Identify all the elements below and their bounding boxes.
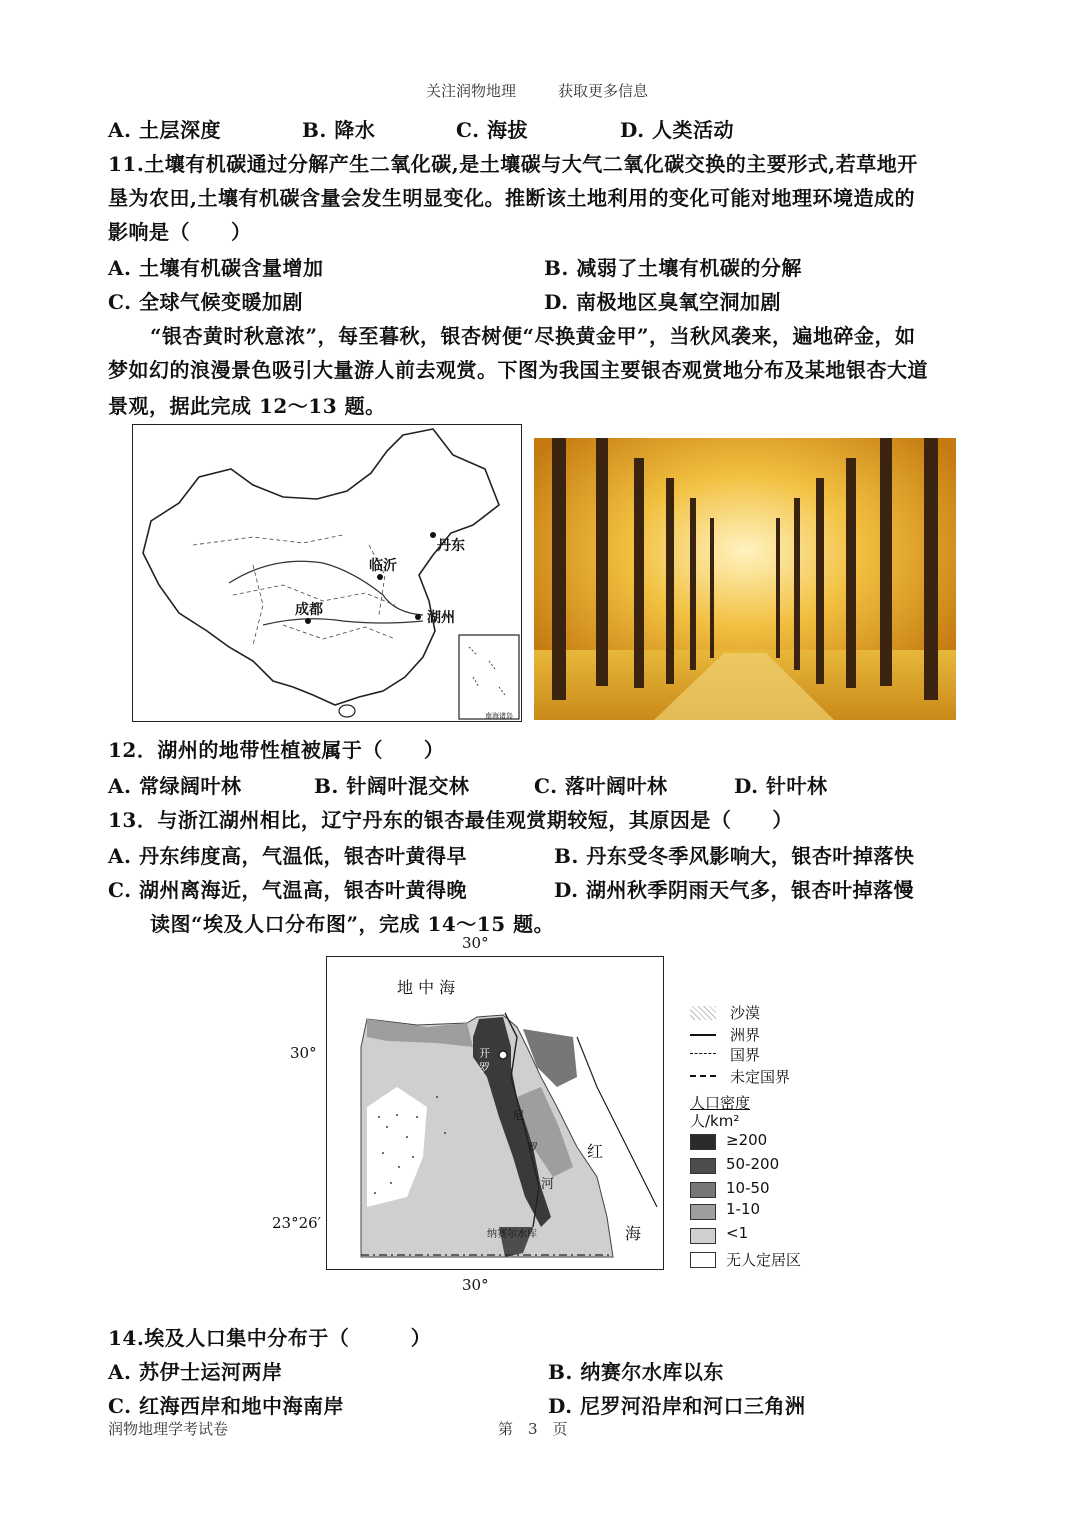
q11-stem-line2: 垦为农田,土壤有机碳含量会发生明显变化。推断该土地利用的变化可能对地理环境造成的: [108, 186, 915, 210]
q13-option-c: C. 湖州离海近，气温高，银杏叶黄得晚: [108, 878, 467, 902]
egypt-map: [326, 956, 664, 1270]
passage-line2: 梦如幻的浪漫景色吸引大量游人前去观赏。下图为我国主要银杏观赏地分布及某地银杏大道: [108, 358, 928, 382]
passage-line1: “银杏黄时秋意浓”，每至暮秋，银杏树便“尽换黄金甲”，当秋风袭来，遍地碎金，如: [150, 324, 916, 348]
q10-option-a: A. 土层深度: [108, 118, 221, 142]
legend-border-swatch: [690, 1053, 716, 1054]
legend-d4: 1-10: [726, 1200, 761, 1218]
egypt-label-nasser: 纳赛尔水库: [487, 1229, 537, 1240]
map-inset-label: 南海诸岛: [485, 712, 513, 720]
egypt-lat-30: 30°: [290, 1044, 317, 1062]
legend-border: 国界: [730, 1046, 761, 1064]
ginkgo-avenue-drawing: [534, 438, 956, 720]
egypt-lon-top: 30°: [462, 934, 489, 952]
q14-option-a: A. 苏伊士运河两岸: [108, 1360, 283, 1384]
egypt-label-nile-3: 河: [541, 1177, 555, 1192]
q12-option-a: A. 常绿阔叶林: [108, 774, 242, 798]
egypt-label-red-sea-2: 海: [625, 1224, 642, 1243]
legend-desert-swatch: [690, 1006, 716, 1020]
q12-option-c: C. 落叶阔叶林: [534, 774, 668, 798]
q10-option-d: D. 人类活动: [620, 118, 735, 142]
q14-option-b: B. 纳赛尔水库以东: [548, 1360, 724, 1384]
legend-d6: 无人定居区: [726, 1251, 802, 1269]
legend-d5: <1: [726, 1224, 749, 1242]
legend-undetermined-swatch: [690, 1075, 716, 1077]
q11-option-c: C. 全球气候变暖加剧: [108, 290, 303, 314]
legend-d3-swatch: [690, 1182, 716, 1198]
q12-option-b: B. 针阔叶混交林: [314, 774, 470, 798]
egypt-label-cairo-1: 开: [479, 1047, 490, 1060]
q11-stem-line3: 影响是（ ）: [108, 220, 252, 244]
q14-option-d: D. 尼罗河沿岸和河口三角洲: [548, 1394, 806, 1418]
header-left: 关注润物地理: [426, 82, 517, 100]
map-label-huzhou: 湖州: [427, 610, 455, 626]
q11-option-d: D. 南极地区臭氧空洞加剧: [544, 290, 782, 314]
footer-page: 第 3 页: [498, 1420, 568, 1438]
legend-d5-swatch: [690, 1228, 716, 1244]
q11-stem-line1: 11.土壤有机碳通过分解产生二氧化碳,是土壤碳与大气二氧化碳交换的主要形式,若草地开: [108, 152, 918, 176]
legend-continent-swatch: [690, 1034, 716, 1036]
legend-density-unit: 人/km²: [690, 1112, 740, 1130]
map-label-dandong: 丹东: [437, 538, 465, 554]
q13-option-a: A. 丹东纬度高，气温低，银杏叶黄得早: [108, 844, 467, 868]
q13-option-b: B. 丹东受冬季风影响大，银杏叶掉落快: [554, 844, 915, 868]
egypt-label-nile-1: 尼: [513, 1109, 524, 1122]
legend-undetermined: 未定国界: [730, 1068, 791, 1086]
china-map-drawing: [133, 425, 521, 721]
q12-option-d: D. 针叶林: [734, 774, 828, 798]
legend-d1: ≥200: [726, 1131, 768, 1149]
ginkgo-avenue-photo: [534, 438, 956, 720]
q14-option-c: C. 红海西岸和地中海南岸: [108, 1394, 344, 1418]
china-map: [132, 424, 522, 722]
legend-d1-swatch: [690, 1134, 716, 1150]
intro-14-15: 读图“埃及人口分布图”，完成 14～15 题。: [150, 912, 555, 936]
legend-d2-swatch: [690, 1158, 716, 1174]
legend-d3: 10-50: [726, 1179, 770, 1197]
q10-option-c: C. 海拔: [456, 118, 528, 142]
q10-option-b: B. 降水: [302, 118, 376, 142]
map-label-chengdu: 成都: [295, 602, 323, 618]
q13-option-d: D. 湖州秋季阴雨天气多，银杏叶掉落慢: [554, 878, 915, 902]
q11-option-a: A. 土壤有机碳含量增加: [108, 256, 324, 280]
passage-line3: 景观，据此完成 12～13 题。: [108, 394, 386, 418]
legend-continent: 洲界: [730, 1026, 761, 1044]
egypt-label-nile-2: 罗: [527, 1141, 538, 1154]
egypt-map-drawing: [327, 957, 663, 1269]
legend-density-title: 人口密度: [690, 1094, 751, 1112]
q12-stem: 12．湖州的地带性植被属于（ ）: [108, 738, 445, 762]
q13-stem: 13．与浙江湖州相比，辽宁丹东的银杏最佳观赏期较短，其原因是（ ）: [108, 808, 793, 832]
legend-d4-swatch: [690, 1204, 716, 1220]
q14-stem: 14.埃及人口集中分布于（ ）: [108, 1326, 432, 1350]
egypt-label-cairo-2: 罗: [479, 1061, 490, 1074]
footer-left: 润物地理学考试卷: [108, 1420, 229, 1438]
header-right: 获取更多信息: [558, 82, 649, 100]
map-label-linyi: 临沂: [369, 558, 397, 574]
legend-desert: 沙漠: [730, 1004, 761, 1022]
egypt-label-red-sea-1: 红: [587, 1142, 604, 1161]
legend-d6-swatch: [690, 1252, 716, 1268]
egypt-label-mediterranean: 地 中 海: [397, 978, 456, 997]
egypt-lon-bottom: 30°: [462, 1276, 489, 1294]
q11-option-b: B. 减弱了土壤有机碳的分解: [544, 256, 802, 280]
legend-d2: 50-200: [726, 1155, 780, 1173]
egypt-lat-2326: 23°26′: [272, 1214, 322, 1232]
